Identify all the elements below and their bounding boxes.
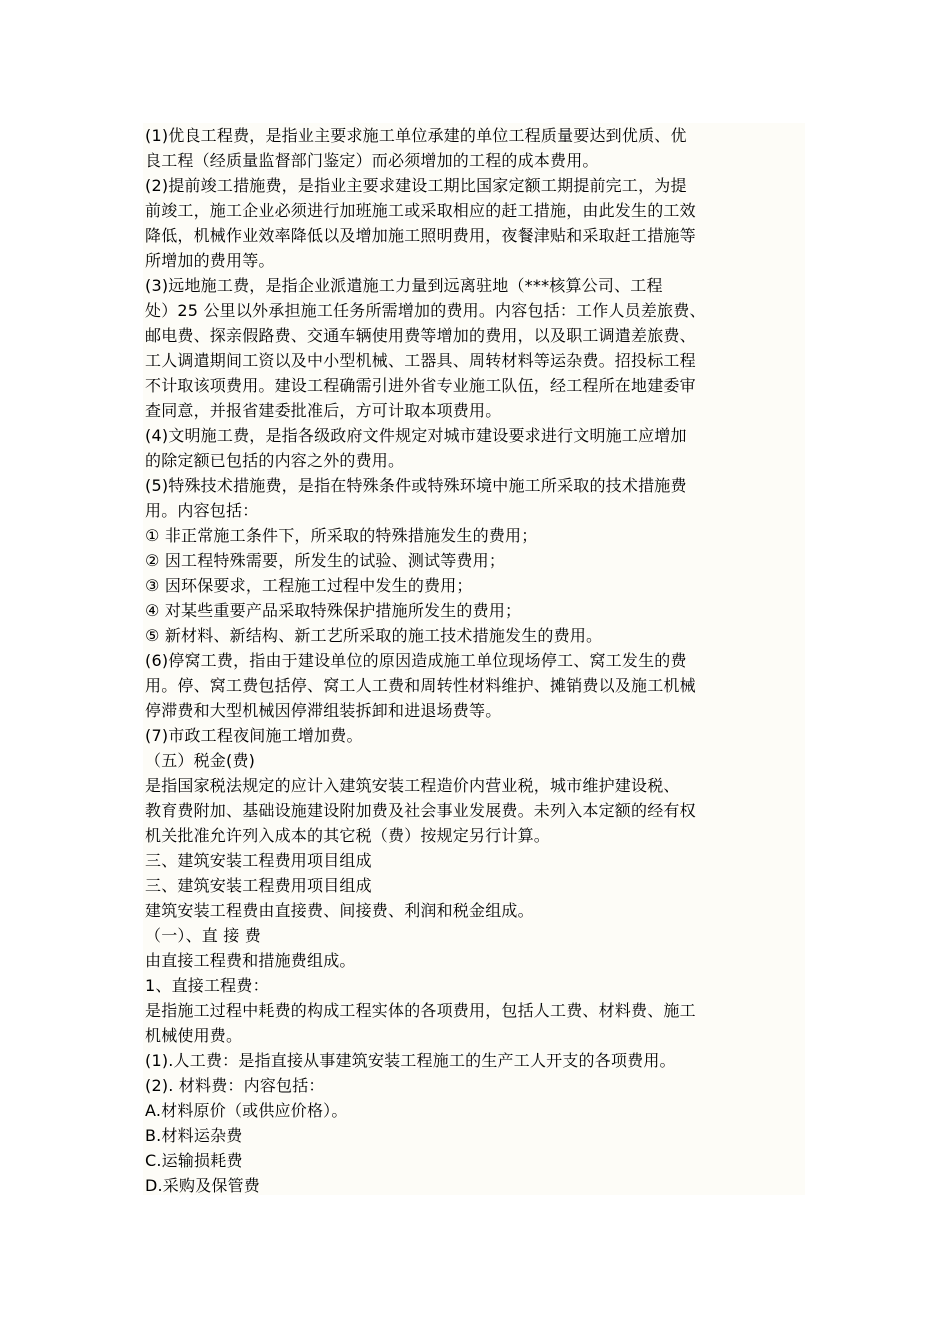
text-line: 是指国家税法规定的应计入建筑安装工程造价内营业税，城市维护建设税、 [145,776,680,795]
section-heading: 三、建筑安装工程费用项目组成 [145,851,372,870]
list-item: A.材料原价（或供应价格）。 [145,1101,348,1120]
text-line: 停滞费和大型机械因停滞组装拆卸和进退场费等。 [145,701,502,720]
section-heading: 三、建筑安装工程费用项目组成 [145,876,372,895]
section-heading: （五）税金(费) [145,751,256,770]
text-line: 良工程（经质量监督部门鉴定）而必须增加的工程的成本费用。 [145,151,599,170]
text-line: 工人调遣期间工资以及中小型机械、工器具、周转材料等运杂费。招投标工程 [145,351,696,370]
text-line: (6)停窝工费，指由于建设单位的原因造成施工单位现场停工、窝工发生的费 [145,651,687,670]
text-line: 教育费附加、基础设施建设附加费及社会事业发展费。未列入本定额的经有权 [145,801,696,820]
text-line: 由直接工程费和措施费组成。 [145,951,356,970]
text-line: 前竣工，施工企业必须进行加班施工或采取相应的赶工措施，由此发生的工效 [145,201,696,220]
text-line: 所增加的费用等。 [145,251,275,270]
list-item: ② 因工程特殊需要，所发生的试验、测试等费用； [145,551,506,570]
text-line: (3)远地施工费，是指企业派遣施工力量到远离驻地（***核算公司、工程 [145,276,663,295]
text-line: (7)市政工程夜间施工增加费。 [145,726,363,745]
text-line: (1).人工费：是指直接从事建筑安装工程施工的生产工人开支的各项费用。 [145,1051,676,1070]
text-line: (5)特殊技术措施费，是指在特殊条件或特殊环境中施工所采取的技术措施费 [145,476,687,495]
text-line: 不计取该项费用。建设工程确需引进外省专业施工队伍，经工程所在地建委审 [145,376,696,395]
section-heading: 1、直接工程费： [145,976,269,995]
list-item: ① 非正常施工条件下，所采取的特殊措施发生的费用； [145,526,538,545]
text-line: 是指施工过程中耗费的构成工程实体的各项费用，包括人工费、材料费、施工 [145,1001,696,1020]
text-line: 查同意，并报省建委批准后，方可计取本项费用。 [145,401,502,420]
list-item: ④ 对某些重要产品采取特殊保护措施所发生的费用； [145,601,522,620]
text-line: 机械使用费。 [145,1026,243,1045]
list-item: B.材料运杂费 [145,1126,243,1145]
text-line: 的除定额已包括的内容之外的费用。 [145,451,405,470]
text-line: 用。内容包括： [145,501,259,520]
text-line: 用。停、窝工费包括停、窝工人工费和周转性材料维护、摊销费以及施工机械 [145,676,696,695]
text-line: (4)文明施工费，是指各级政府文件规定对城市建设要求进行文明施工应增加 [145,426,687,445]
list-item: ③ 因环保要求，工程施工过程中发生的费用； [145,576,473,595]
text-line: 邮电费、探亲假路费、交通车辆使用费等增加的费用，以及职工调遣差旅费、 [145,326,696,345]
section-heading: （一）、直 接 费 [145,926,261,945]
document-body [143,123,805,1195]
text-line: (1)优良工程费，是指业主要求施工单位承建的单位工程质量要达到优质、优 [145,126,687,145]
text-line: 建筑安装工程费由直接费、间接费、利润和税金组成。 [145,901,534,920]
text-line: 机关批准允许列入成本的其它税（费）按规定另行计算。 [145,826,551,845]
text-line: 处）25 公里以外承担施工任务所需增加的费用。内容包括：工作人员差旅费、 [145,301,706,320]
text-line: 降低，机械作业效率降低以及增加施工照明费用，夜餐津贴和采取赶工措施等 [145,226,696,245]
text-line: (2)提前竣工措施费，是指业主要求建设工期比国家定额工期提前完工，为提 [145,176,687,195]
list-item: D.采购及保管费 [145,1176,261,1195]
list-item: C.运输损耗费 [145,1151,243,1170]
text-line: (2). 材料费：内容包括： [145,1076,325,1095]
list-item: ⑤ 新材料、新结构、新工艺所采取的施工技术措施发生的费用。 [145,626,603,645]
